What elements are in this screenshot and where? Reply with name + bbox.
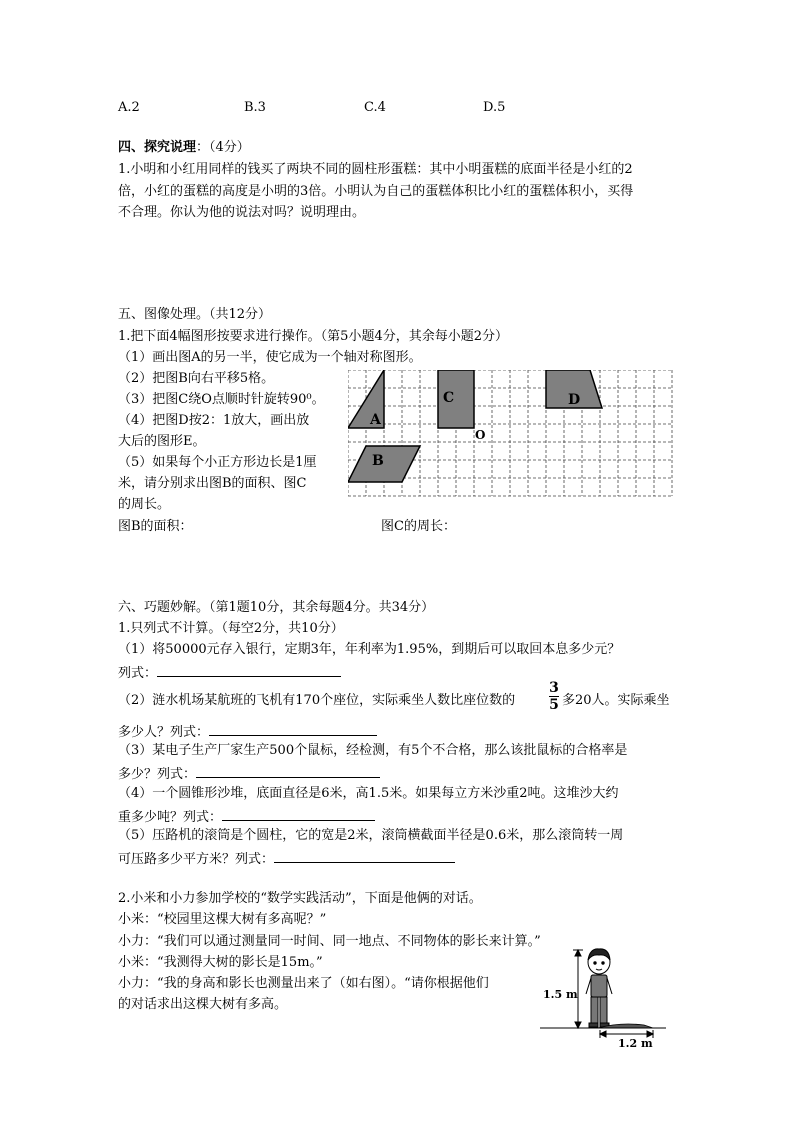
p2-answer-blank[interactable] [209, 722, 377, 736]
choice-a: A.2 [118, 100, 140, 115]
section5-item-4-cont: 大后的图形E。 [118, 434, 206, 449]
height-label: 1.5 m [543, 988, 578, 1001]
perimeter-label: 图C的周长： [381, 519, 456, 534]
section6-q1: 1.只列式不计算。（每空2分，共10分） [118, 621, 344, 636]
section4-title: 四、探究说理 [118, 140, 197, 155]
section4-q1-line2: 倍，小红的蛋糕的高度是小明的3倍。小明认为自己的蛋糕体积比小红的蛋糕体积小，买得 [118, 184, 634, 199]
section5-item-1: （1）画出图A的另一半，使它成为一个轴对称图形。 [118, 350, 422, 365]
section4-q1-line1: 1.小明和小红用同样的钱买了两块不同的圆柱形蛋糕：其中小明蛋糕的底面半径是小红的2 [118, 162, 633, 177]
section6-q2-line5: 小力：“我的身高和影长也测量出来了（如右图）。“请你根据他们 [118, 976, 489, 991]
fraction-numerator: 3 [549, 680, 559, 696]
section6-p2-line2 [118, 722, 377, 741]
p3-formula-label: 多少？列式： [118, 767, 197, 782]
area-label: 图B的面积： [118, 519, 193, 534]
section5-item-5-cont: 米，请分别求出图B的面积、图C [118, 476, 307, 491]
section6-q2-line3: 小力：“我们可以通过测量同一时间、同一地点、不同物体的影长来计算。” [118, 934, 541, 949]
choice-d: D.5 [483, 100, 506, 115]
section6-p4-line1: （4）一个圆锥形沙堆，底面直径是6米，高1.5米。如果每立方米沙重2吨。这堆沙大约 [118, 786, 619, 801]
p4-formula-label: 重多少吨？列式： [118, 810, 223, 825]
section6-title: 六、巧题妙解。（第1题10分，其余每题4分。共34分） [118, 600, 435, 615]
shape-grid [348, 370, 674, 506]
section5-q1: 1.把下面4幅图形按要求进行操作。（第5小题4分，其余每小题2分） [118, 329, 508, 344]
choice-b: B.3 [244, 100, 266, 115]
section4-q1-line3: 不合理。你认为他的说法对吗？说明理由。 [118, 205, 366, 220]
section6-p1-line1: （1）将50000元存入银行，定期3年，年利率为1.95%，到期后可以取回本息多少元？ [118, 642, 621, 657]
p3-answer-blank[interactable] [196, 764, 380, 778]
p4-answer-blank[interactable] [222, 807, 375, 821]
shadow-label: 1.2 m [618, 1037, 653, 1050]
label-d: D [568, 392, 581, 408]
label-b: B [372, 453, 384, 469]
p5-formula-label: 可压路多少平方米？列式： [118, 852, 275, 867]
section4-score: ：（4分） [196, 140, 250, 155]
fraction-denominator: 5 [549, 697, 559, 713]
shape-b [348, 446, 420, 482]
label-o: O [475, 428, 486, 442]
section5-item-3: （3）把图C绕O点顺时针旋转90⁰。 [118, 392, 325, 407]
section5-item-4: （4）把图D按2：1放大，画出放 [118, 413, 310, 428]
p1-answer-blank[interactable] [157, 663, 341, 677]
boy-icon [586, 949, 612, 1027]
section6-p4-line2 [118, 807, 375, 826]
section5-item-2: （2）把图B向右平移5格。 [118, 371, 275, 386]
section6-p1-line2 [118, 663, 341, 682]
section6-q2-line2: 小米：“校园里这棵大树有多高呢？” [118, 912, 327, 927]
section6-p5-line2 [118, 849, 455, 868]
section6-q2-line6: 的对话求出这棵大树有多高。 [118, 997, 288, 1012]
section4-heading [118, 140, 250, 156]
p2-formula-label: 多少人？列式： [118, 725, 210, 740]
label-a: A [370, 412, 381, 428]
p1-formula-label: 列式： [118, 666, 158, 681]
p5-answer-blank[interactable] [274, 849, 455, 863]
section6-p2-line1a: （2）涟水机场某航班的飞机有170个座位，实际乘坐人数比座位数的 [118, 693, 516, 708]
section6-p3-line1: （3）某电子生产厂家生产500个鼠标，经检测，有5个不合格，那么该批鼠标的合格率是 [118, 743, 628, 758]
section6-q2-line4: 小米：“我测得大树的影长是15m。” [118, 955, 323, 970]
section6-p3-line2 [118, 764, 380, 783]
label-c: C [443, 390, 455, 406]
section6-q2-line1: 2.小米和小力参加学校的“数学实践活动”，下面是他俩的对话。 [118, 891, 482, 906]
section6-p5-line1: （5）压路机的滚筒是个圆柱，它的宽是2米，滚筒横截面半径是0.6米，那么滚筒转一周 [118, 828, 624, 843]
section5-item-5-cont2: 的周长。 [118, 497, 171, 512]
section6-p2-line1b: 多20人。实际乘坐 [562, 693, 670, 708]
section5-item-5: （5）如果每个小正方形边长是1厘 [118, 455, 317, 470]
boy-shadow-figure [540, 948, 670, 1050]
choice-c: C.4 [364, 100, 386, 115]
section5-title: 五、图像处理。（共12分） [118, 307, 272, 322]
